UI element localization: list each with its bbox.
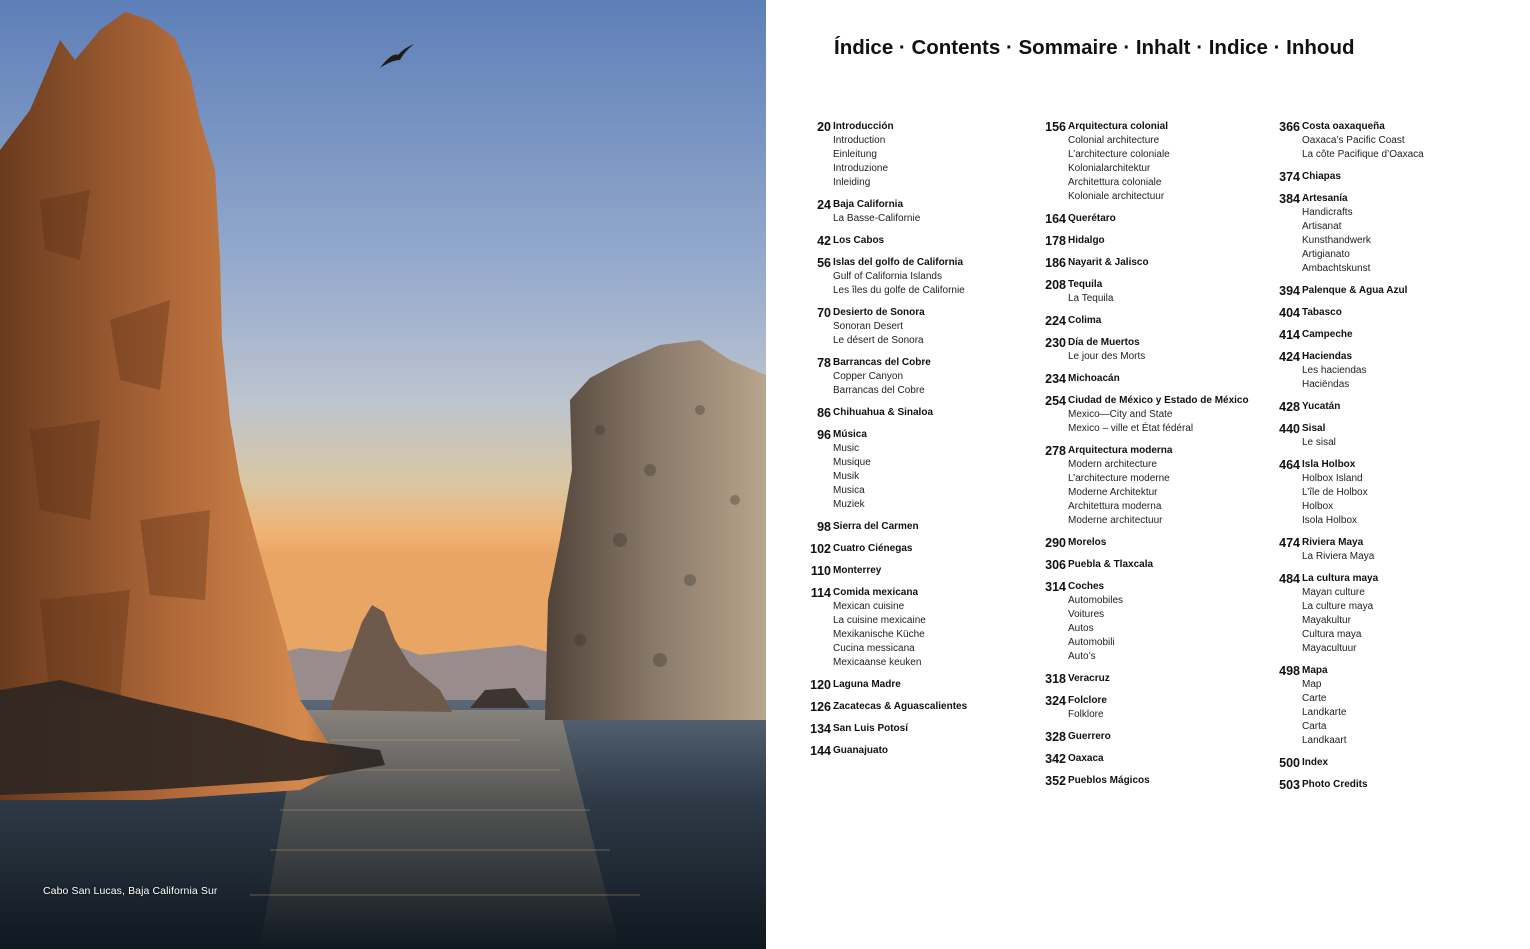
toc-entry[interactable]	[1268, 120, 1502, 162]
entry-title: Costa oaxaqueña	[1302, 121, 1385, 132]
page-number: 86	[817, 406, 831, 420]
translation-list	[1068, 292, 1268, 306]
entry-title: Querétaro	[1068, 213, 1116, 224]
translated-title: Auto’s	[1068, 651, 1096, 662]
page-number: 156	[1045, 120, 1066, 134]
toc-entry[interactable]	[799, 542, 1033, 556]
toc-column-1	[799, 120, 1033, 766]
translated-title: Introduzione	[833, 163, 889, 174]
entry-title: Puebla & Tlaxcala	[1068, 559, 1154, 570]
entry-body	[1302, 284, 1502, 298]
page-number: 164	[1045, 212, 1066, 226]
translated-title: Musique	[833, 457, 871, 468]
entry-title: Tequila	[1068, 279, 1103, 290]
translation-list	[833, 134, 1033, 190]
page-number: 102	[810, 542, 831, 556]
page-number: 290	[1045, 536, 1066, 550]
entry-body	[1302, 120, 1502, 162]
translated-title: Artisanat	[1302, 221, 1342, 232]
page-number: 328	[1045, 730, 1066, 744]
page-number: 98	[817, 520, 831, 534]
toc-entry[interactable]	[799, 700, 1033, 714]
translation-list	[833, 270, 1033, 298]
entry-title: San Luis Potosí	[833, 723, 909, 734]
page-number: 314	[1045, 580, 1066, 594]
toc-entry[interactable]	[1034, 444, 1268, 528]
translation-list	[1068, 594, 1268, 664]
toc-column-2	[1034, 120, 1268, 796]
entry-body	[1068, 580, 1268, 664]
toc-entry[interactable]	[799, 744, 1033, 758]
page-number: 440	[1279, 422, 1300, 436]
entry-body	[833, 520, 1033, 534]
entry-title: Zacatecas & Aguascalientes	[833, 701, 968, 712]
toc-entry[interactable]	[1034, 694, 1268, 722]
entry-body	[833, 356, 1033, 398]
page-number: 178	[1045, 234, 1066, 248]
translated-title: Automobili	[1068, 637, 1115, 648]
toc-entry[interactable]	[1268, 756, 1502, 770]
toc-entry[interactable]	[799, 722, 1033, 736]
translation-list	[1302, 364, 1502, 392]
entry-body	[1302, 306, 1502, 320]
toc-entry[interactable]	[799, 406, 1033, 420]
toc-entry[interactable]	[1034, 336, 1268, 364]
translated-title: Automobiles	[1068, 595, 1124, 606]
translated-title: Moderne Architektur	[1068, 487, 1158, 498]
translated-title: Music	[833, 443, 860, 454]
page-number: 384	[1279, 192, 1300, 206]
entry-title: Ciudad de México y Estado de México	[1068, 395, 1249, 406]
toc-entry[interactable]	[1034, 580, 1268, 664]
page-number: 78	[817, 356, 831, 370]
translated-title: Voitures	[1068, 609, 1105, 620]
page-number: 306	[1045, 558, 1066, 572]
translation-list	[1068, 458, 1268, 528]
entry-body	[1068, 278, 1268, 306]
toc-entry[interactable]	[1034, 234, 1268, 248]
page-number: 474	[1279, 536, 1300, 550]
translated-title: Mayacultuur	[1302, 643, 1357, 654]
toc-entry[interactable]	[1268, 192, 1502, 276]
entry-body	[1302, 536, 1502, 564]
translated-title: Kolonialarchitektur	[1068, 163, 1151, 174]
translated-title: Haciëndas	[1302, 379, 1350, 390]
page-title: Índice · Contents · Sommaire · Inhalt · Indice · Inhoud	[834, 36, 1355, 59]
translated-title: Colonial architecture	[1068, 135, 1160, 146]
translated-title: La cuisine mexicaine	[833, 615, 926, 626]
entry-body	[833, 722, 1033, 736]
translated-title: Mexikanische Küche	[833, 629, 925, 640]
translated-title: L’île de Holbox	[1302, 487, 1368, 498]
entry-body	[833, 120, 1033, 190]
translated-title: Holbox Island	[1302, 473, 1363, 484]
page-number: 186	[1045, 256, 1066, 270]
entry-title: Hidalgo	[1068, 235, 1105, 246]
translated-title: Inleiding	[833, 177, 871, 188]
entry-title: Yucatán	[1302, 401, 1341, 412]
toc-entry[interactable]	[799, 520, 1033, 534]
page-number: 42	[817, 234, 831, 248]
page-number: 126	[810, 700, 831, 714]
toc-entry[interactable]	[1034, 730, 1268, 744]
translated-title: Oaxaca’s Pacific Coast	[1302, 135, 1405, 146]
entry-title: Sisal	[1302, 423, 1326, 434]
translated-title: Folklore	[1068, 709, 1104, 720]
entry-title: Isla Holbox	[1302, 459, 1356, 470]
entry-body	[1302, 458, 1502, 528]
page-number: 114	[810, 586, 831, 600]
entry-body	[1068, 372, 1268, 386]
translated-title: Moderne architectuur	[1068, 515, 1163, 526]
entry-title: Morelos	[1068, 537, 1107, 548]
page-number: 503	[1279, 778, 1300, 792]
toc-entry[interactable]	[1034, 278, 1268, 306]
translated-title: Modern architecture	[1068, 459, 1157, 470]
toc-entry[interactable]	[1268, 422, 1502, 450]
translation-list	[1068, 408, 1268, 436]
translated-title: L’architecture moderne	[1068, 473, 1170, 484]
translated-title: La Tequila	[1068, 293, 1114, 304]
translated-title: Mexico – ville et État fédéral	[1068, 423, 1194, 434]
entry-body	[1302, 756, 1502, 770]
entry-body	[1068, 212, 1268, 226]
translated-title: Cucina messicana	[833, 643, 915, 654]
toc-entry[interactable]	[799, 678, 1033, 692]
entry-body	[1302, 664, 1502, 748]
entry-body	[1068, 444, 1268, 528]
entry-title: Sierra del Carmen	[833, 521, 919, 532]
translation-list	[1068, 708, 1268, 722]
page-number: 254	[1045, 394, 1066, 408]
translated-title: Mexico—City and State	[1068, 409, 1173, 420]
toc-entry[interactable]	[799, 428, 1033, 512]
page-number: 464	[1279, 458, 1300, 472]
entry-body	[833, 542, 1033, 556]
translation-list	[1068, 134, 1268, 204]
toc-entry[interactable]	[1034, 120, 1268, 204]
page-number: 134	[810, 722, 831, 736]
toc-entry[interactable]	[1034, 558, 1268, 572]
toc-entry[interactable]	[799, 234, 1033, 248]
translated-title: Carte	[1302, 693, 1327, 704]
translation-list	[1302, 206, 1502, 276]
entry-body	[833, 564, 1033, 578]
translated-title: Le jour des Morts	[1068, 351, 1146, 362]
translated-title: Kunsthandwerk	[1302, 235, 1371, 246]
entry-title: Guanajuato	[833, 745, 889, 756]
page-number: 424	[1279, 350, 1300, 364]
entry-body	[1068, 394, 1268, 436]
translated-title: Mexican cuisine	[833, 601, 905, 612]
translated-title: Mayan culture	[1302, 587, 1365, 598]
toc-entry[interactable]	[799, 120, 1033, 190]
entry-title: Comida mexicana	[833, 587, 919, 598]
entry-title: Desierto de Sonora	[833, 307, 925, 318]
toc-entry[interactable]	[1268, 572, 1502, 656]
translation-list	[1068, 350, 1268, 364]
entry-title: Monterrey	[833, 565, 882, 576]
entry-body	[833, 234, 1033, 248]
translation-list	[833, 600, 1033, 670]
page-number: 428	[1279, 400, 1300, 414]
entry-title: Palenque & Agua Azul	[1302, 285, 1408, 296]
entry-title: Arquitectura moderna	[1068, 445, 1173, 456]
toc-entry[interactable]	[1034, 394, 1268, 436]
entry-body	[1302, 422, 1502, 450]
entry-title: Michoacán	[1068, 373, 1120, 384]
page-number: 366	[1279, 120, 1300, 134]
entry-body	[1302, 170, 1502, 184]
entry-body	[1068, 256, 1268, 270]
entry-title: Index	[1302, 757, 1329, 768]
page-number: 110	[810, 564, 831, 578]
entry-title: Barrancas del Cobre	[833, 357, 931, 368]
translation-list	[1302, 436, 1502, 450]
translated-title: Architettura coloniale	[1068, 177, 1162, 188]
toc-entry[interactable]	[799, 564, 1033, 578]
entry-body	[833, 700, 1033, 714]
translated-title: Einleitung	[833, 149, 877, 160]
entry-body	[833, 678, 1033, 692]
entry-title: Artesanía	[1302, 193, 1348, 204]
entry-title: La cultura maya	[1302, 573, 1379, 584]
page-number: 234	[1045, 372, 1066, 386]
translated-title: La côte Pacifique d’Oaxaca	[1302, 149, 1424, 160]
page-number: 70	[817, 306, 831, 320]
translation-list	[833, 212, 1033, 226]
translated-title: Les îles du golfe de Californie	[833, 285, 965, 296]
entry-body	[1068, 120, 1268, 204]
toc-entry[interactable]	[1268, 664, 1502, 748]
toc-entry[interactable]	[1034, 536, 1268, 550]
toc-entry[interactable]	[799, 586, 1033, 670]
translation-list	[833, 370, 1033, 398]
translated-title: Le sisal	[1302, 437, 1336, 448]
toc-entry[interactable]	[1034, 256, 1268, 270]
entry-title: Islas del golfo de California	[833, 257, 964, 268]
translation-list	[1302, 472, 1502, 528]
translated-title: Landkaart	[1302, 735, 1347, 746]
translated-title: Mexicaanse keuken	[833, 657, 922, 668]
translated-title: Map	[1302, 679, 1322, 690]
photo-caption: Cabo San Lucas, Baja California Sur	[43, 885, 218, 897]
translated-title: Isola Holbox	[1302, 515, 1358, 526]
translated-title: Handicrafts	[1302, 207, 1353, 218]
contents-page	[766, 0, 1530, 949]
toc-entry[interactable]	[1268, 350, 1502, 392]
translated-title: Copper Canyon	[833, 371, 904, 382]
page-number: 324	[1045, 694, 1066, 708]
page-number: 224	[1045, 314, 1066, 328]
entry-title: Veracruz	[1068, 673, 1110, 684]
entry-title: Pueblos Mágicos	[1068, 775, 1150, 786]
entry-body	[1068, 234, 1268, 248]
translation-list	[1302, 550, 1502, 564]
translated-title: La Basse-Californie	[833, 213, 921, 224]
entry-body	[1302, 778, 1502, 792]
toc-entry[interactable]	[1268, 328, 1502, 342]
entry-title: Baja California	[833, 199, 904, 210]
toc-entry[interactable]	[1034, 774, 1268, 788]
page-number: 342	[1045, 752, 1066, 766]
page-number: 20	[817, 120, 831, 134]
toc-entry[interactable]	[1268, 170, 1502, 184]
toc-entry[interactable]	[799, 356, 1033, 398]
toc-entry[interactable]	[1034, 212, 1268, 226]
entry-body	[1068, 314, 1268, 328]
translated-title: Autos	[1068, 623, 1094, 634]
toc-entry[interactable]	[1268, 306, 1502, 320]
translated-title: Le désert de Sonora	[833, 335, 924, 346]
toc-entry[interactable]	[1034, 752, 1268, 766]
entry-body	[833, 428, 1033, 512]
toc-entry[interactable]	[1268, 284, 1502, 298]
translated-title: Artigianato	[1302, 249, 1350, 260]
entry-title: Día de Muertos	[1068, 337, 1140, 348]
entry-title: Laguna Madre	[833, 679, 901, 690]
entry-body	[1068, 558, 1268, 572]
entry-body	[833, 406, 1033, 420]
translated-title: Gulf of California Islands	[833, 271, 942, 282]
entry-title: Tabasco	[1302, 307, 1342, 318]
page-number: 394	[1279, 284, 1300, 298]
entry-title: Introducción	[833, 121, 894, 132]
page-number: 208	[1045, 278, 1066, 292]
translation-list	[833, 442, 1033, 512]
translated-title: Les haciendas	[1302, 365, 1367, 376]
entry-title: Photo Credits	[1302, 779, 1368, 790]
page-number: 120	[810, 678, 831, 692]
entry-body	[1068, 752, 1268, 766]
translation-list	[833, 320, 1033, 348]
translated-title: Holbox	[1302, 501, 1334, 512]
entry-body	[1068, 536, 1268, 550]
entry-title: Mapa	[1302, 665, 1328, 676]
page-number: 374	[1279, 170, 1300, 184]
toc-entry[interactable]	[1034, 372, 1268, 386]
entry-title: Coches	[1068, 581, 1105, 592]
entry-body	[1302, 350, 1502, 392]
translated-title: La culture maya	[1302, 601, 1374, 612]
entry-title: Chihuahua & Sinaloa	[833, 407, 934, 418]
translated-title: Architettura moderna	[1068, 501, 1162, 512]
entry-title: Folclore	[1068, 695, 1107, 706]
entry-title: Arquitectura colonial	[1068, 121, 1169, 132]
page-number: 230	[1045, 336, 1066, 350]
entry-body	[833, 744, 1033, 758]
entry-title: Chiapas	[1302, 171, 1341, 182]
entry-body	[833, 256, 1033, 298]
translated-title: Barrancas del Cobre	[833, 385, 925, 396]
page-number: 278	[1045, 444, 1066, 458]
entry-body	[833, 306, 1033, 348]
entry-title: Los Cabos	[833, 235, 885, 246]
entry-title: Nayarit & Jalisco	[1068, 257, 1149, 268]
entry-title: Oaxaca	[1068, 753, 1104, 764]
translation-list	[1302, 586, 1502, 656]
translated-title: L’architecture coloniale	[1068, 149, 1170, 160]
page-number: 24	[817, 198, 831, 212]
translated-title: Landkarte	[1302, 707, 1347, 718]
page-number: 96	[817, 428, 831, 442]
translated-title: Introduction	[833, 135, 886, 146]
translated-title: Muziek	[833, 499, 865, 510]
entry-body	[1068, 336, 1268, 364]
translation-list	[1302, 134, 1502, 162]
entry-title: Música	[833, 429, 867, 440]
toc-entry[interactable]	[799, 198, 1033, 226]
entry-body	[833, 586, 1033, 670]
page-number: 484	[1279, 572, 1300, 586]
toc-entry[interactable]	[799, 256, 1033, 298]
translated-title: Carta	[1302, 721, 1327, 732]
page-number: 498	[1279, 664, 1300, 678]
toc-entry[interactable]	[1034, 672, 1268, 686]
translation-list	[1302, 678, 1502, 748]
entry-title: Haciendas	[1302, 351, 1353, 362]
toc-entry[interactable]	[1268, 536, 1502, 564]
entry-title: Campeche	[1302, 329, 1353, 340]
toc-entry[interactable]	[1268, 778, 1502, 792]
entry-title: Guerrero	[1068, 731, 1111, 742]
translated-title: Koloniale architectuur	[1068, 191, 1165, 202]
entry-title: Riviera Maya	[1302, 537, 1364, 548]
translated-title: Musik	[833, 471, 860, 482]
page-number: 500	[1279, 756, 1300, 770]
page-number: 318	[1045, 672, 1066, 686]
entry-body	[1068, 672, 1268, 686]
toc-entry[interactable]	[1268, 400, 1502, 414]
entry-body	[1302, 572, 1502, 656]
page-number: 414	[1279, 328, 1300, 342]
toc-entry[interactable]	[1268, 458, 1502, 528]
entry-body	[1302, 192, 1502, 276]
entry-body	[1068, 730, 1268, 744]
translated-title: Sonoran Desert	[833, 321, 904, 332]
toc-entry[interactable]	[1034, 314, 1268, 328]
translated-title: La Riviera Maya	[1302, 551, 1375, 562]
entry-title: Colima	[1068, 315, 1102, 326]
entry-body	[1068, 694, 1268, 722]
page-number: 404	[1279, 306, 1300, 320]
entry-body	[1068, 774, 1268, 788]
translated-title: Ambachtskunst	[1302, 263, 1371, 274]
toc-entry[interactable]	[799, 306, 1033, 348]
page-number: 144	[810, 744, 831, 758]
entry-body	[833, 198, 1033, 226]
page-number: 56	[817, 256, 831, 270]
entry-title: Cuatro Ciénegas	[833, 543, 913, 554]
page-number: 352	[1045, 774, 1066, 788]
toc-column-3	[1268, 120, 1502, 800]
translated-title: Mayakultur	[1302, 615, 1351, 626]
entry-body	[1302, 400, 1502, 414]
translated-title: Cultura maya	[1302, 629, 1362, 640]
entry-body	[1302, 328, 1502, 342]
translated-title: Musica	[833, 485, 865, 496]
